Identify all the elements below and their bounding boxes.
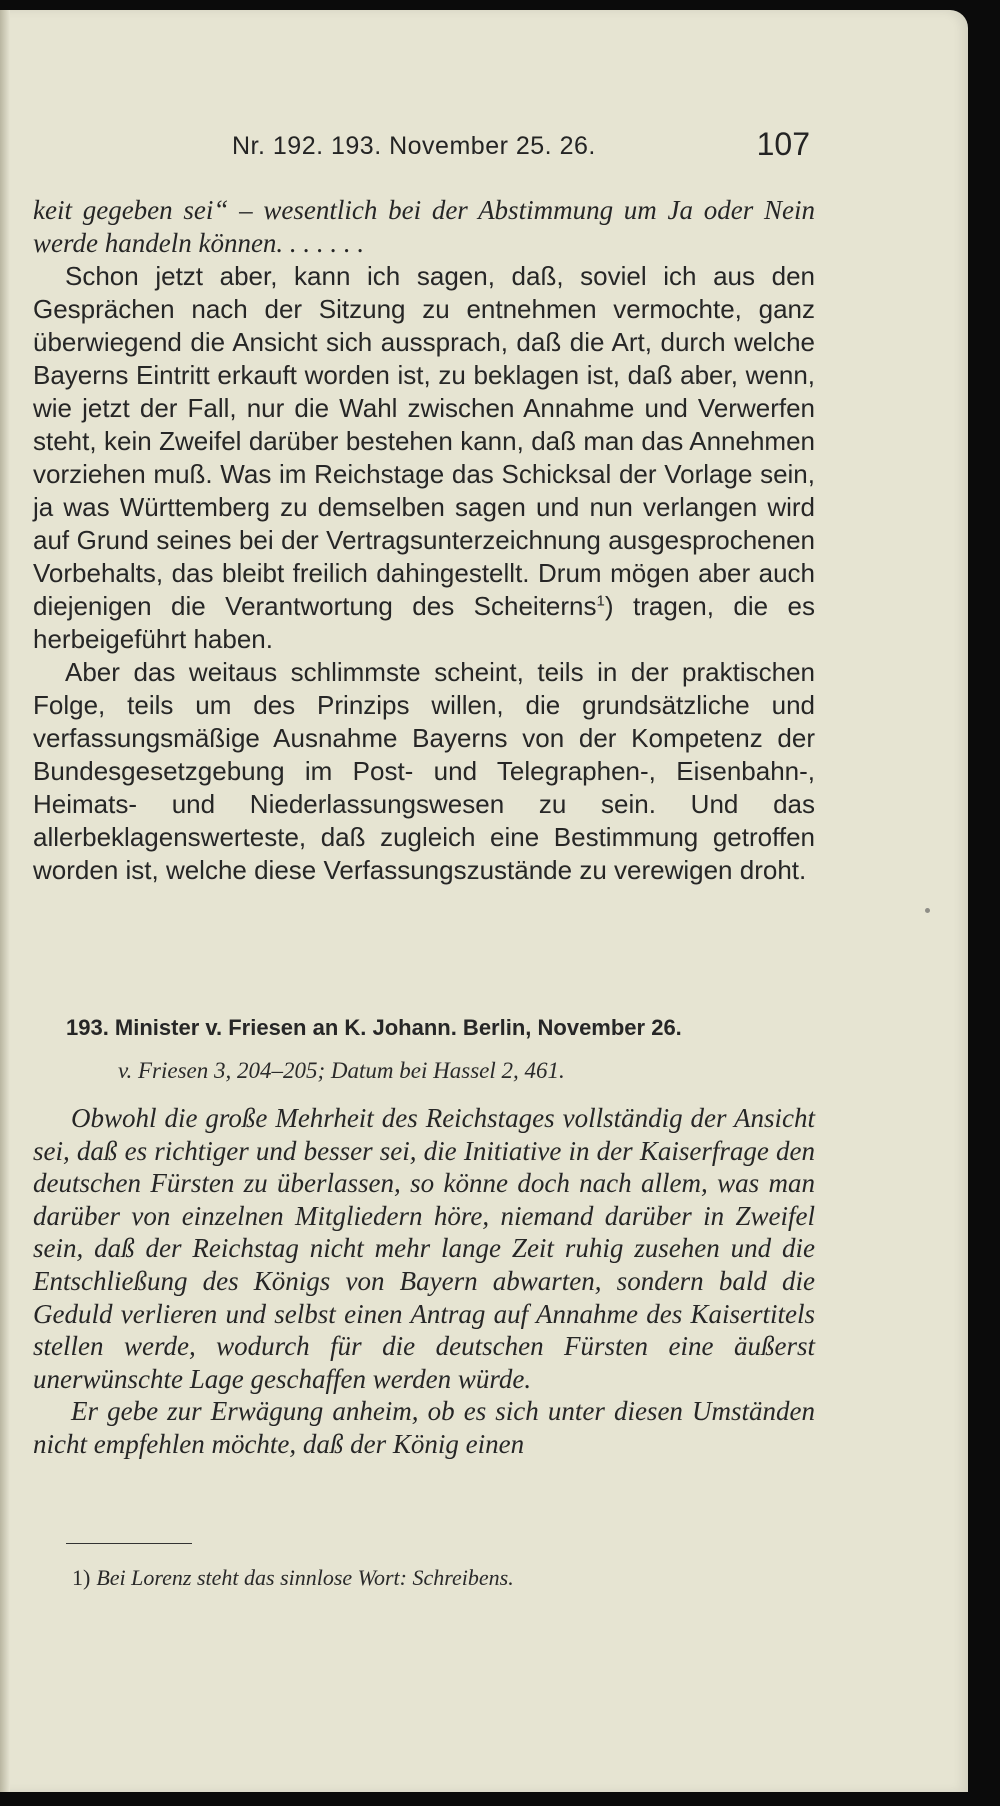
continued-line: keit gegeben sei“ – wesentlich bei der Abstimmung um Ja oder Nein werde handeln können. . . . . . . <box>33 195 815 258</box>
paragraph-text: ) tragen, die es herbeigeführt haben. <box>33 591 815 654</box>
paragraph-text: Schon jetzt aber, kann ich sagen, daß, soviel ich aus den Gesprächen nach der Sitzung zu entnehmen vermochte, ganz überwiegend die Ansicht sich aussprach, daß die Art, durch welche Bayerns Eintritt erkauft worden ist, zu beklagen ist, daß aber, wenn, wie jetzt der Fall, nur die Wahl zwischen Annahme und Verwerfen steht, kein Zweifel darüber bestehen kann, daß man das Annehmen vorziehen muß. Was im Reichstage das Schicksal der Vorlage sein, ja was Württemberg zu demselben sagen und nun verlangen wird auf Grund seines bei der Vertragsunterzeichnung ausgesprochenen Vorbehalts, das bleibt freilich dahingestellt. Drum mögen aber auch diejenigen die Verantwortung des Scheiterns <box>33 261 815 621</box>
paragraph: Er gebe zur Erwägung anheim, ob es sich unter diesen Umständen nicht empfehlen möchte, daß der König einen <box>33 1396 815 1459</box>
footnote-reference: 1 <box>596 592 605 610</box>
footnote-mark: 1) <box>72 1565 91 1590</box>
page-edge-shadow <box>0 10 10 1792</box>
page-header <box>232 118 810 162</box>
footnote-text: Bei Lorenz steht das sinnlose Wort: Schreibens. <box>96 1565 514 1590</box>
document-heading: 193. Minister v. Friesen an K. Johann. Berlin, November 26. <box>66 1015 682 1040</box>
page-number: 107 <box>756 126 810 162</box>
running-head: Nr. 192. 193. November 25. 26. <box>232 132 596 160</box>
footnote <box>72 1565 772 1591</box>
paragraph: Aber das weitaus schlimmste scheint, teils in der praktischen Folge, teils um des Prinzips willen, die grundsätzliche und verfassungsmäßige Ausnahme Bayerns von der Kompetenz der Bundesgesetzgebung im Post- und Telegraphen-, Eisenbahn-, Heimats- und Niederlassungswesen zu sein. Und das allerbeklagenswerteste, daß zugleich eine Bestimmung getroffen worden ist, welche diese Verfassungszustände zu verewigen droht. <box>33 657 815 885</box>
document-summary <box>33 1102 815 1461</box>
paragraph: Obwohl die große Mehrheit des Reichstages vollständig der Ansicht sei, daß es richtiger und besser sei, die Initiative in der Kaiserfrage den deutschen Fürsten zu überlassen, so könne doch nach allem, was man darüber von einzelnen Mitgliedern höre, niemand darüber in Zweifel sein, daß der Reichstag nicht mehr lange Zeit ruhig zusehen und die Entschließung des Königs von Bayern abwarten, sondern bald die Geduld verlieren und selbst einen Antrag auf Annahme des Kaisertitels stellen werde, wodurch für die deutschen Fürsten eine äußerst unerwünschte Lage geschaffen werden würde. <box>33 1103 815 1394</box>
paper-speck <box>925 908 930 913</box>
footnote-divider <box>66 1543 192 1544</box>
paragraph <box>33 260 815 656</box>
document-source: v. Friesen 3, 204–205; Datum bei Hassel 2, 461. <box>118 1058 565 1083</box>
book-page <box>0 10 968 1792</box>
letter-continuation <box>33 194 815 887</box>
